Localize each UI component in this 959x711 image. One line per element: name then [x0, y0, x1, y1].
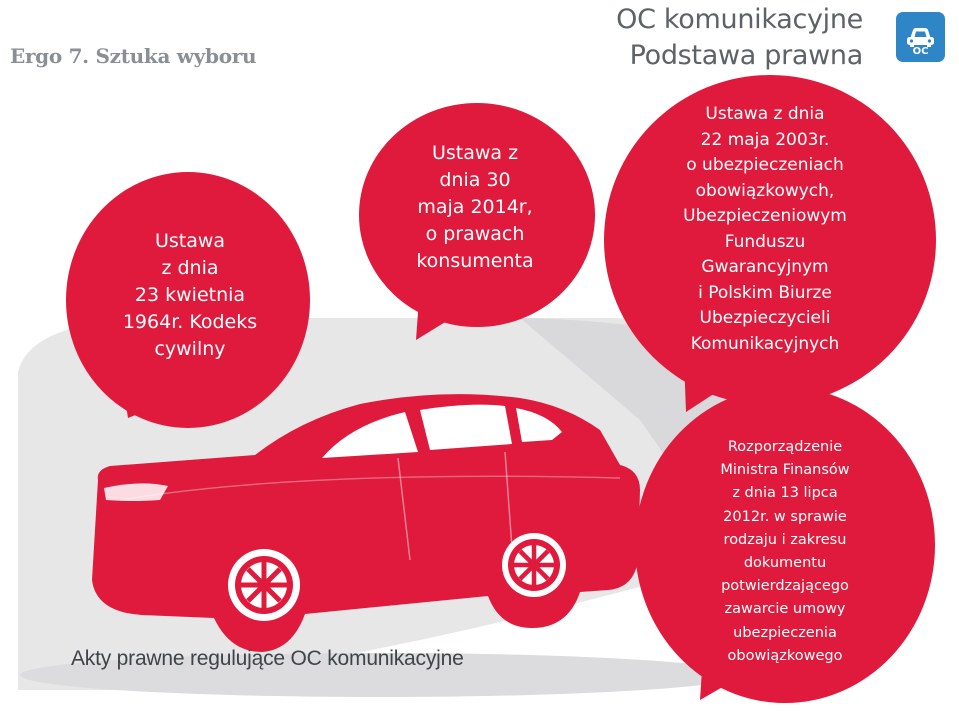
- bubble-line: o ubezpieczeniach: [686, 155, 844, 175]
- bubble-line: 1964r. Kodeks: [122, 311, 258, 333]
- bubble-line: ubezpieczenia: [733, 624, 837, 641]
- bubble-line: Rozporządzenie: [727, 439, 843, 455]
- bubble-line: maja 2014r,: [417, 196, 533, 218]
- bubble-line: cywilny: [154, 338, 226, 360]
- badge-label: OC: [912, 46, 929, 57]
- bubble-line: Gwarancyjnym: [701, 257, 829, 277]
- brand-text: Ergo 7. Sztuka wyboru: [10, 44, 257, 68]
- bubble-line: Ustawa z: [431, 142, 519, 164]
- bubble-line: konsumenta: [416, 250, 534, 272]
- bubble-line: Ubezpieczycieli: [699, 308, 831, 328]
- rear-wheel: [502, 533, 566, 597]
- bubble-line: obowiązkowego: [727, 647, 843, 664]
- bubble-line: Funduszu: [724, 231, 806, 252]
- caption: Akty prawne regulujące OC komunikacyjne: [71, 647, 464, 670]
- bubble-line: Komunikacyjnych: [690, 333, 840, 354]
- bubble-line: i Polskim Biurze: [698, 282, 832, 303]
- bubble-line: Ministra Finansów: [720, 462, 850, 479]
- bubble-line: potwierdzającego: [721, 578, 849, 595]
- bubble-line: Ustawa: [154, 230, 226, 252]
- bubble-3-text: [660, 102, 870, 357]
- bubble-line: o prawach: [425, 223, 525, 245]
- bubble-4-text: [690, 436, 880, 668]
- bubble-line: 22 maja 2003r.: [700, 129, 830, 150]
- front-wheel: [228, 549, 300, 621]
- bubble-line: 23 kwietnia: [134, 284, 246, 306]
- bubble-1-text: [120, 228, 260, 363]
- bubble-line: Ubezpieczeniowym: [683, 206, 847, 226]
- bubble-line: Ustawa z dnia: [705, 104, 825, 124]
- bubble-line: zawarcie umowy: [724, 601, 846, 618]
- bubble-line: dnia 30: [439, 169, 511, 191]
- bubble-line: 2012r. w sprawie: [723, 508, 847, 525]
- bubble-2-text: [375, 140, 575, 275]
- bubble-line: dokumentu: [743, 555, 827, 572]
- title-line-2: Podstawa prawna: [629, 40, 863, 71]
- title-line-1: OC komunikacyjne: [616, 4, 863, 35]
- bubble-line: rodzaju i zakresu: [723, 531, 847, 548]
- bubble-line: z dnia: [161, 257, 219, 279]
- bubble-line: z dnia 13 lipca: [732, 485, 838, 502]
- bubble-line: obowiązkowych,: [695, 180, 835, 201]
